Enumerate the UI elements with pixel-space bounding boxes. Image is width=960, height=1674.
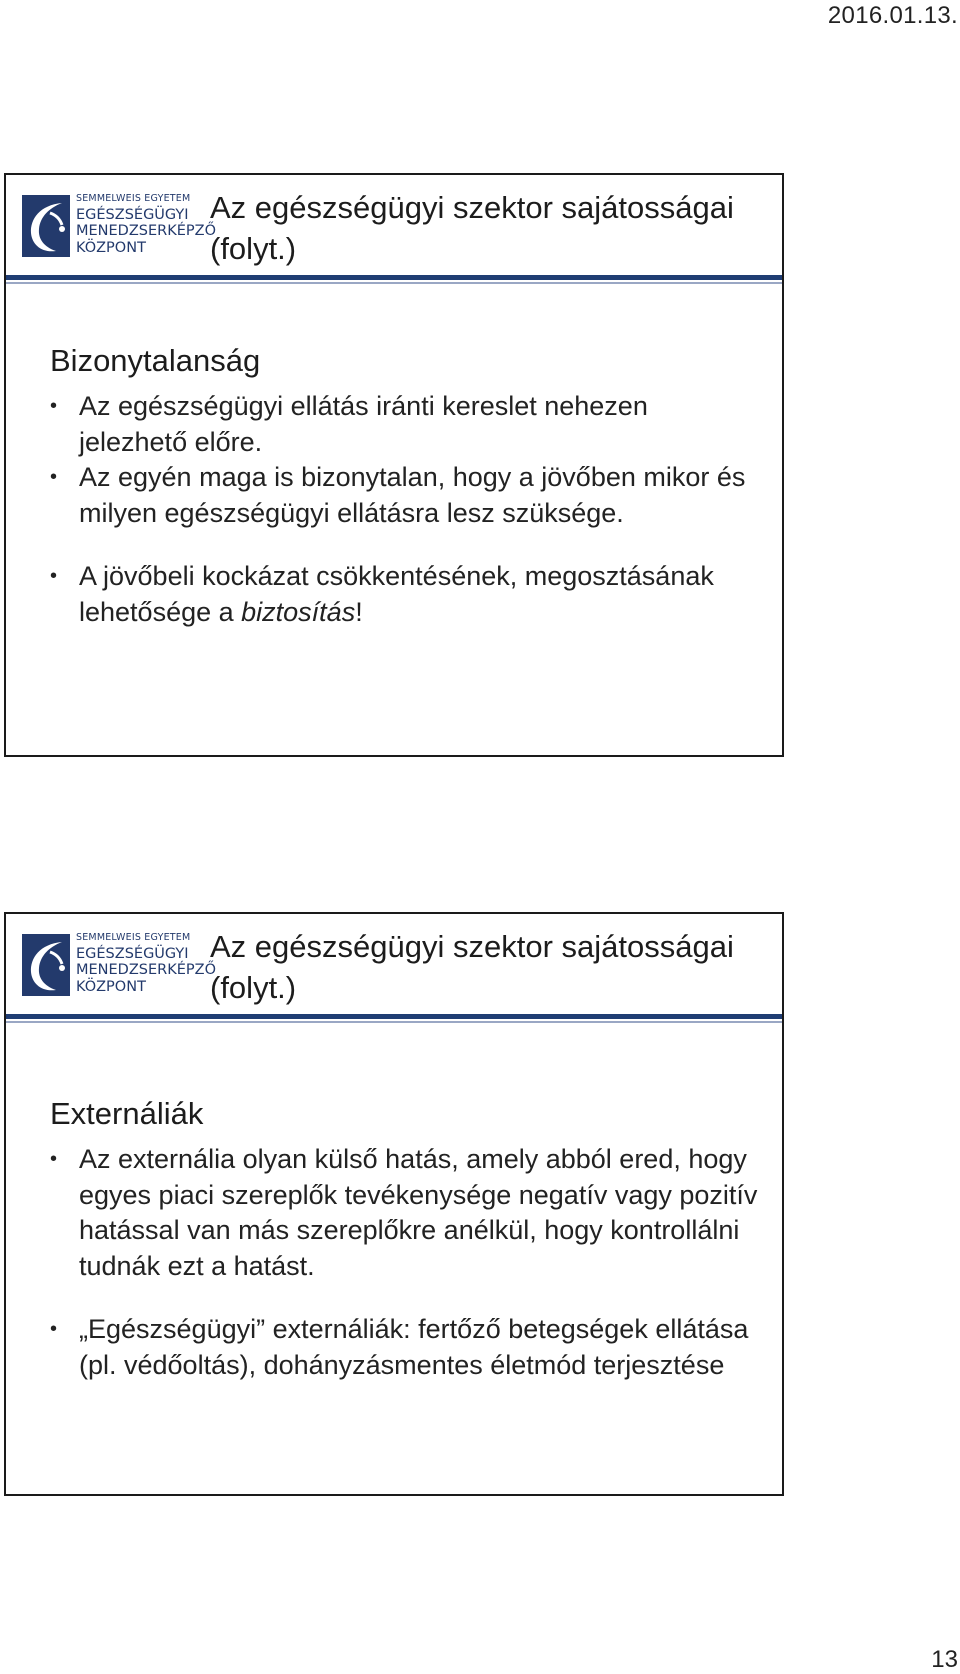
slide-title-line-2: (folyt.) (210, 970, 297, 1005)
bullet-text-end: ! (355, 596, 363, 627)
bullet-item: • Az egészségügyi ellátás iránti kereslet nehezen jelezhető előre. (50, 389, 762, 460)
logo-text (76, 194, 216, 255)
slide-title-line-1: Az egészségügyi szektor sajátosságai (210, 190, 734, 225)
slide-header (6, 175, 782, 280)
logo-line-4: KÖZPONT (76, 978, 146, 995)
logo-line-4: KÖZPONT (76, 239, 146, 256)
institution-logo (22, 930, 216, 1000)
logo-line-3: MENEDZSERKÉPZŐ (76, 223, 216, 239)
logo-line-3: MENEDZSERKÉPZŐ (76, 962, 216, 978)
section-heading: Bizonytalanság (50, 343, 261, 378)
slide-body (50, 341, 762, 630)
bullet-text: A jövőbeli kockázat csökkentésének, megosztásának lehetősége a (79, 561, 714, 627)
slide-title-line-2: (folyt.) (210, 231, 297, 266)
slide-header (6, 914, 782, 1019)
slide-title (210, 187, 770, 269)
slide-2 (4, 912, 784, 1496)
semmelweis-logo-icon (22, 195, 70, 257)
section-heading: Externáliák (50, 1096, 204, 1131)
bullet-item: • Az egyén maga is bizonytalan, hogy a jövőben mikor és milyen egészségügyi ellátásra lesz szüksége. (50, 460, 762, 531)
bullet-list (50, 389, 762, 630)
bullet-item (50, 559, 762, 630)
bullet-list (50, 1142, 762, 1383)
logo-text (76, 933, 216, 994)
logo-line-2: EGÉSZSÉGÜGYI (76, 206, 189, 223)
institution-logo (22, 191, 216, 261)
bullet-item: • „Egészségügyi” externáliák: fertőző betegségek ellátása (pl. védőoltás), dohányzásmentes életmód terjesztése (50, 1312, 762, 1383)
page-number: 13 (931, 1646, 958, 1673)
print-date: 2016.01.13. (827, 2, 958, 29)
logo-line-1: SEMMELWEIS EGYETEM (76, 932, 191, 943)
slide-1 (4, 173, 784, 757)
bullet-item: • Az externália olyan külső hatás, amely abból ered, hogy egyes piaci szereplők tevékenysége negatív vagy pozitív hatással van más szereplőkre anélkül, hogy kontrollálni tudnák ezt a hatást. (50, 1142, 762, 1284)
semmelweis-logo-icon (22, 934, 70, 996)
slide-title-line-1: Az egészségügyi szektor sajátosságai (210, 929, 734, 964)
logo-line-1: SEMMELWEIS EGYETEM (76, 193, 191, 204)
bullet-emphasis: biztosítás (241, 596, 356, 627)
logo-line-2: EGÉSZSÉGÜGYI (76, 945, 189, 962)
slide-body (50, 1094, 762, 1383)
slide-title (210, 926, 770, 1008)
